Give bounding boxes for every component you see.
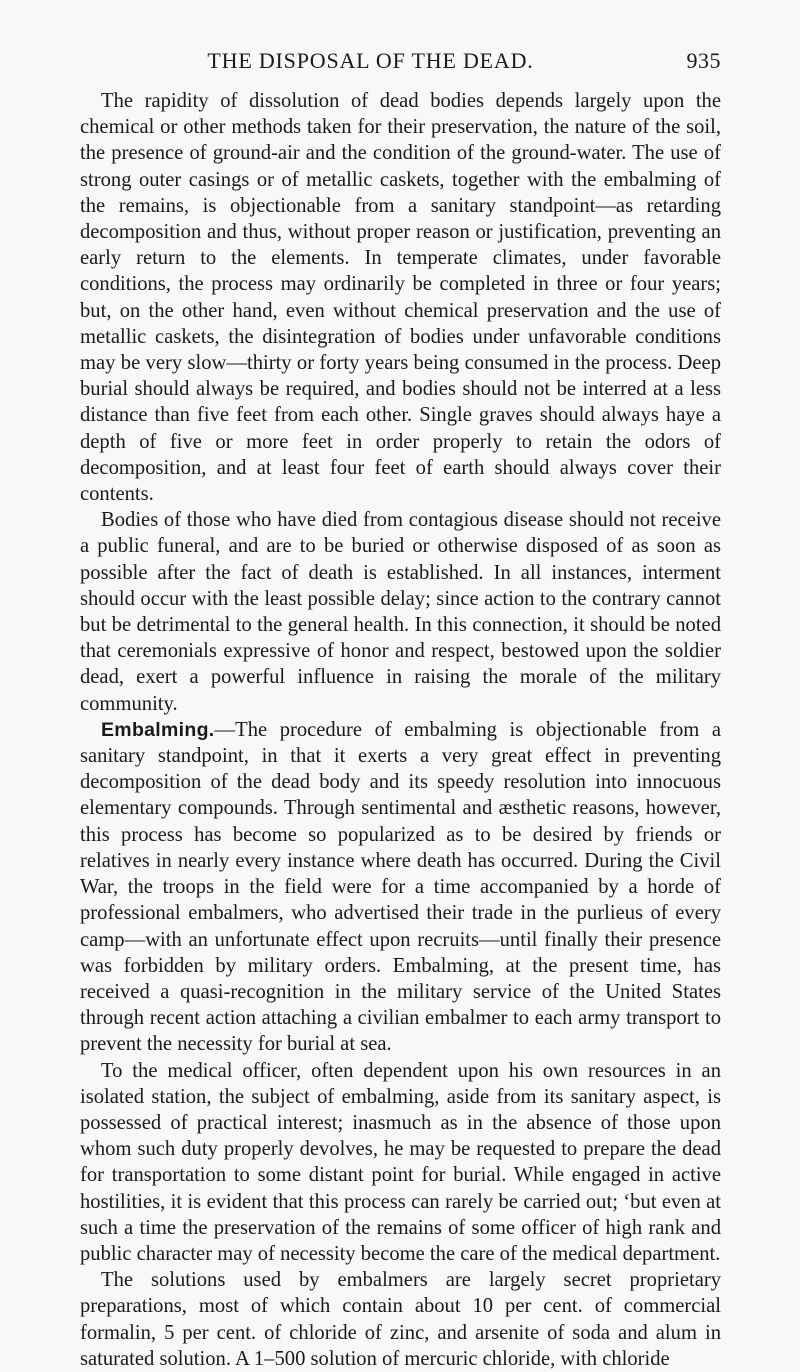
paragraph-medical-officer: To the medical officer, often dependent upon his own resources in an isolated station, the subject of embalming, aside from its sanitary aspect, is possessed of practical interest; inasmuch as in the absence of those upon whom such duty properly devolves, he may be requested to prepare the dead for transportation to some distant point for burial. While engaged in active hostilities, it is evident that this process can rarely be carried out; ‘but even at such a time the preservation of the remains of some officer of high rank and public character may of necessity become the care of the medical department.	[80, 1059, 721, 1265]
section-heading-embalming: Embalming.	[101, 718, 215, 741]
body-text	[80, 88, 721, 1372]
page-number: 935	[686, 48, 721, 73]
paragraph-contagious-disease: Bodies of those who have died from contagious disease should not receive a public funeral, and are to be buried or otherwise disposed of as soon as possible after the fact of death is established. In all instances, interment should occur with the least possible delay; since action to the contrary cannot but be detrimental to the general health. In this connection, it should be noted that ceremonials expressive of honor and respect, bestowed upon the soldier dead, exert a powerful influence in raising the morale of the military community.	[80, 509, 721, 715]
running-header	[80, 46, 721, 82]
running-title: THE DISPOSAL OF THE DEAD.	[207, 48, 534, 73]
paragraph-solutions: The solutions used by embalmers are largely secret proprietary preparations, most of which contain about 10 per cent. of commercial formalin, 5 per cent. of chloride of zinc, and arsenite of soda and alum in saturated solution. A 1–500 solution of mercuric chloride, with chloride	[80, 1269, 721, 1370]
paragraph-embalming-text: —The procedure of embalming is objectionable from a sanitary standpoint, in that it exerts a very great effect in preventing decomposition of the dead body and its speedy resolution into innocuous elementary compounds. Through sentimental and æsthetic reasons, however, this process has become so popularized as to be desired by friends or relatives in nearly every instance where death has occurred. During the Civil War, the troops in the field were for a time accompanied by a horde of professional embalmers, who advertised their trade in the purlieus of every camp—with an unfortunate effect upon recruits—until finally their presence was forbidden by military orders. Embalming, at the present time, has received a quasi-recognition in the military service of the United States through recent action attaching a civilian embalmer to each army transport to prevent the necessity for burial at sea.	[80, 718, 721, 1056]
paragraph-burial-rapidity: The rapidity of dissolution of dead bodies depends largely upon the chemical or other methods taken for their preservation, the nature of the soil, the presence of ground-air and the condition of the ground-water. The use of strong outer casings or of metallic caskets, together with the embalming of the remains, is objectionable from a sanitary standpoint—as retarding decomposition and thus, without proper reason or justification, preventing an early return to the elements. In temperate climates, under favorable conditions, the process may ordinarily be completed in three or four years; but, on the other hand, even without chemical preservation and the use of metallic caskets, the disintegration of bodies under unfavorable conditions may be very slow—thirty or forty years being consumed in the process. Deep burial should always be required, and bodies should not be interred at a less distance than five feet from each other. Single graves should always haye a depth of five or more feet in order properly to retain the odors of decomposition, and at least four feet of earth should always cover their contents.	[80, 90, 721, 506]
paragraph-embalming	[80, 717, 721, 1058]
